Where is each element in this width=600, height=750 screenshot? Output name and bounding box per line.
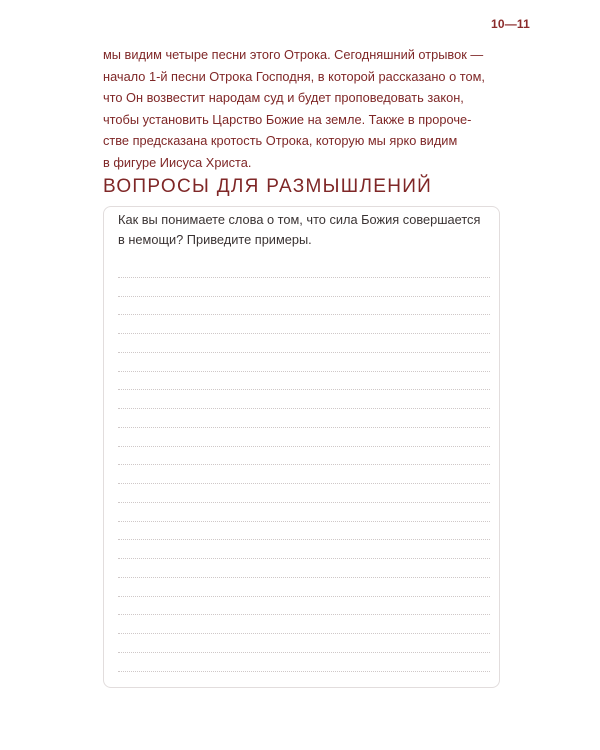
ruled-line [118,653,490,672]
ruled-line [118,522,490,541]
ruled-line [118,503,490,522]
ruled-line [118,372,490,391]
ruled-line [118,578,490,597]
question-line: в немощи? Приведите примеры. [118,232,312,247]
ruled-line [118,634,490,653]
section-heading: ВОПРОСЫ ДЛЯ РАЗМЫШЛЕНИЙ [103,176,433,197]
notes-writing-area[interactable] [118,259,490,672]
ruled-line [118,540,490,559]
intro-line: чтобы установить Царство Божие на земле. Также в пророче- [103,111,472,127]
intro-line: стве предсказана кротость Отрока, которую мы ярко видим [103,133,458,148]
reflection-question [118,210,498,250]
ruled-line [118,484,490,503]
page-number: 10—11 [490,17,530,31]
ruled-line [118,390,490,409]
ruled-line [118,465,490,484]
intro-line: в фигуре Иисуса Христа. [103,154,252,170]
ruled-line [118,278,490,297]
ruled-line [118,447,490,466]
intro-paragraph [103,44,503,173]
ruled-line [118,559,490,578]
intro-line: начало 1-й песни Отрока Господня, в которой рассказано о том, [103,68,485,84]
ruled-line [118,353,490,372]
question-line: Как вы понимаете слова о том, что сила Божия совершается [118,212,481,227]
ruled-line [118,409,490,428]
intro-line: мы видим четыре песни этого Отрока. Сегодняшний отрывок — [103,47,484,62]
ruled-line [118,315,490,334]
ruled-line [118,297,490,316]
ruled-line [118,428,490,447]
ruled-line [118,259,490,278]
ruled-line [118,615,490,634]
intro-line: что Он возвестит народам суд и будет проповедовать закон, [103,90,464,105]
ruled-line [118,334,490,353]
ruled-line [118,597,490,616]
